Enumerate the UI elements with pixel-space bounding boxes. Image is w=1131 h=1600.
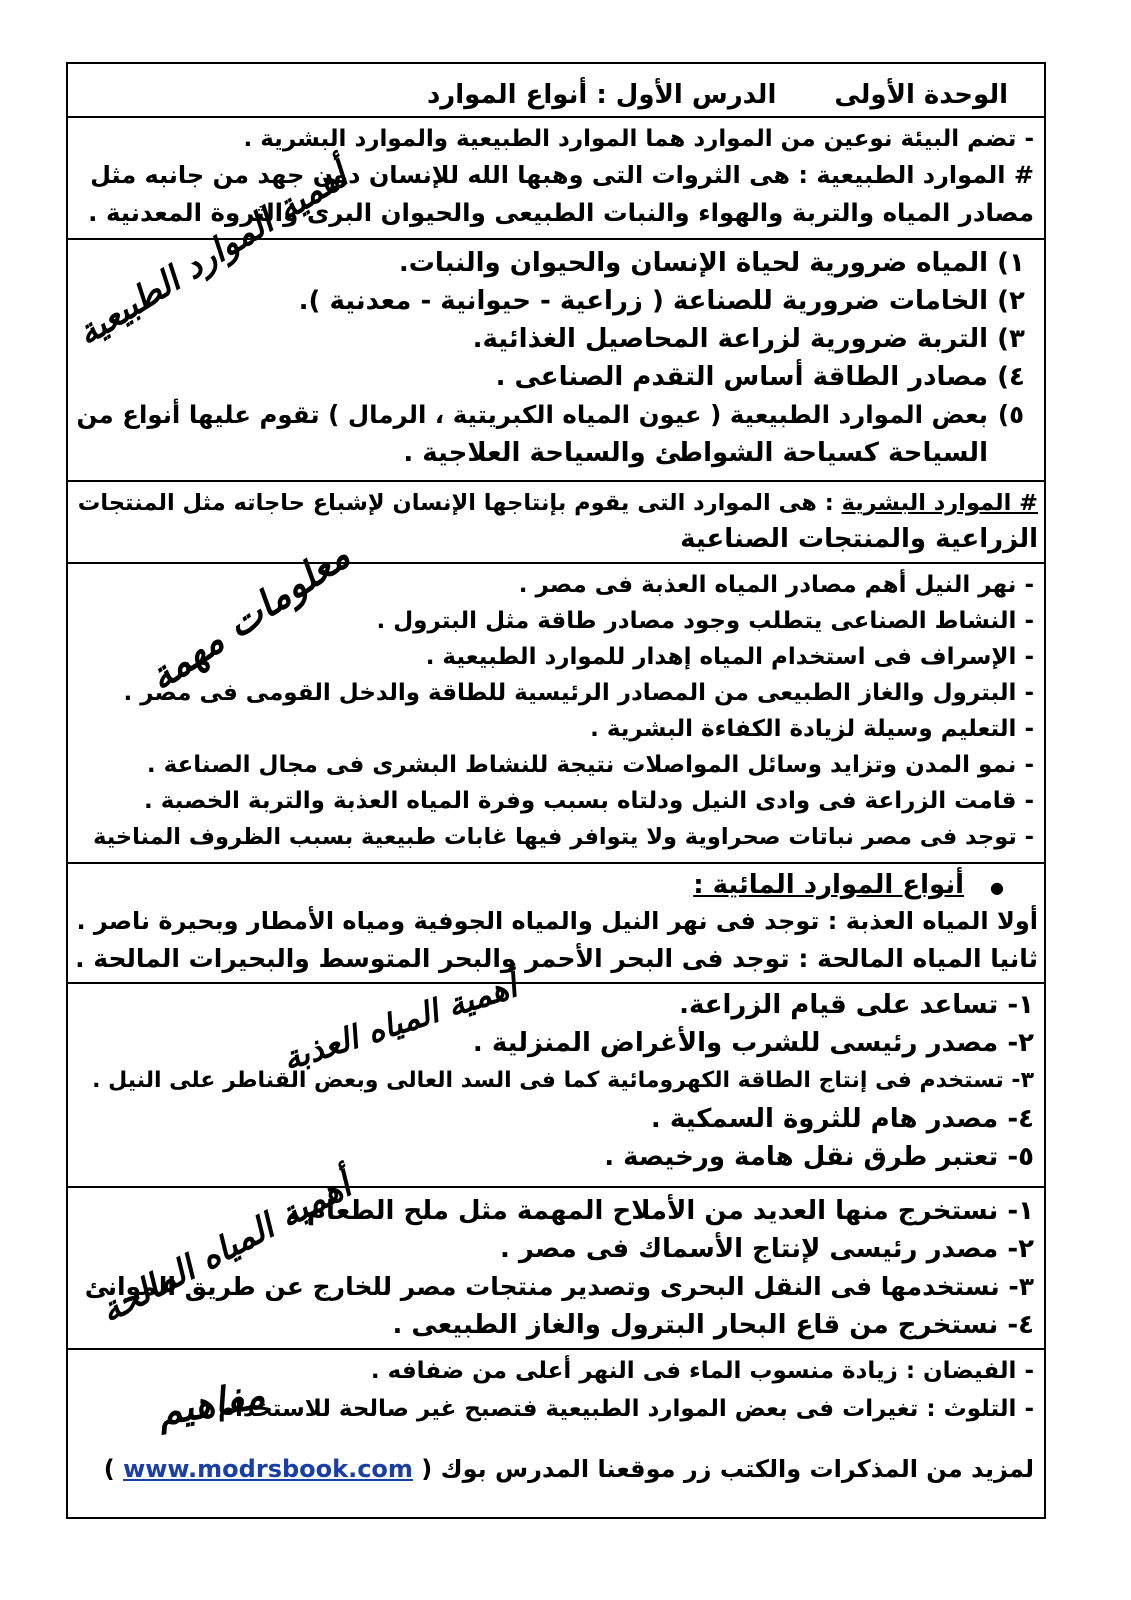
concepts-section — [68, 1350, 1044, 1519]
worksheet-frame — [66, 62, 1046, 1519]
human-resources-definition: # الموارد البشرية : هى الموارد التى يقوم بإنتاجها الإنسان لإشباع حاجاته مثل المنتجات — [77, 490, 1038, 516]
fresh-water-definition: أولا المياه العذبة : توجد فى نهر النيل والمياه الجوفية ومياه الأمطار وبحيرة ناصر . — [76, 907, 1038, 935]
natural-resources-examples: مصادر المياه والتربة والهواء والنبات الطبيعى والحيوان البرى والثروة المعدنية . — [88, 198, 1034, 227]
website-link[interactable]: www.modrsbook.com — [123, 1455, 413, 1483]
concept-item: - الفيضان : زيادة منسوب الماء فى النهر أعلى من ضفافه . — [370, 1358, 1034, 1384]
lesson-title: الدرس الأول : أنواع الموارد — [426, 80, 777, 110]
water-types-section — [68, 864, 1044, 982]
info-item: - نمو المدن وتزايد وسائل المواصلات نتيجة للنشاط البشرى فى مجال الصناعة . — [146, 752, 1034, 778]
footer: لمزيد من المذكرات والكتب زر موقعنا المدرس بوك ( www.modrsbook.com ) — [103, 1455, 1034, 1483]
list-item: ٢- مصدر رئيسى لإنتاج الأسماك فى مصر . — [499, 1234, 1034, 1264]
list-item: ٣- تستخدم فى إنتاج الطاقة الكهرومائية كما فى السد العالى وبعض القناطر على النيل . — [92, 1068, 1034, 1093]
natural-resources-definition: # الموارد الطبيعية : هى الثروات التى وهبها الله للإنسان دون جهد من جانبه مثل — [90, 161, 1034, 189]
natural-importance-stamp: أهمية الموارد الطبيعية — [70, 155, 355, 354]
bullet-icon: ● — [990, 878, 1004, 897]
list-item: ١- تساعد على قيام الزراعة. — [679, 990, 1034, 1020]
intro-line: - تضم البيئة نوعين من الموارد هما الموارد الطبيعية والموارد البشرية . — [243, 126, 1034, 152]
water-types-title: ●أنواع الموارد المائية : — [693, 870, 1004, 900]
fresh-water-importance-section — [68, 966, 1044, 1186]
info-item: - نهر النيل أهم مصادر المياه العذبة فى مصر . — [518, 572, 1034, 598]
important-info-stamp: معلومات مهمة — [140, 532, 358, 700]
header — [68, 64, 1044, 116]
salt-water-importance-section — [68, 1165, 1044, 1348]
footer-text: لمزيد من المذكرات والكتب زر موقعنا المدرس بوك ( — [421, 1455, 1034, 1483]
list-item: ١- نستخرج منها العديد من الأملاح المهمة مثل ملح الطعام . — [287, 1196, 1034, 1226]
list-item-continuation: السياحة كسياحة الشواطئ والسياحة العلاجية . — [403, 438, 988, 468]
salt-water-definition: ثانيا المياه المالحة : توجد فى البحر الأحمر والبحر المتوسط والبحيرات المالحة . — [75, 944, 1038, 973]
list-item: ٥- تعتبر طرق نقل هامة ورخيصة . — [604, 1142, 1034, 1172]
info-item: - البترول والغاز الطبيعى من المصادر الرئيسية للطاقة والدخل القومى فى مصر . — [123, 680, 1034, 706]
info-item: - الإسراف فى استخدام المياه إهدار للموارد الطبيعية . — [425, 644, 1034, 670]
list-item: ٢)الخامات ضرورية للصناعة ( زراعية - حيوانية - معدنية ). — [298, 286, 1025, 316]
list-item: ٥)بعض الموارد الطبيعية ( عيون المياه الكبريتية ، الرمال ) تقوم عليها أنواع من — [76, 400, 1025, 429]
list-item: ٢- مصدر رئيسى للشرب والأغراض المنزلية . — [472, 1028, 1034, 1058]
human-resources-section — [68, 482, 1044, 562]
human-resources-examples: الزراعية والمنتجات الصناعية — [680, 524, 1038, 554]
list-item: ٣)التربة ضرورية لزراعة المحاصيل الغذائية. — [472, 324, 1025, 354]
info-item: - النشاط الصناعى يتطلب وجود مصادر طاقة مثل البترول . — [376, 608, 1034, 634]
list-item: ١)المياه ضرورية لحياة الإنسان والحيوان والنبات. — [398, 248, 1025, 278]
info-item: - التعليم وسيلة لزيادة الكفاءة البشرية . — [590, 716, 1034, 742]
intro-section — [68, 118, 1044, 238]
list-item: ٣- نستخدمها فى النقل البحرى وتصدير منتجات مصر للخارج عن طريق الموانئ — [84, 1272, 1034, 1301]
salt-water-importance-stamp: أهمية المياه المالحة — [94, 1165, 358, 1332]
info-item: - قامت الزراعة فى وادى النيل ودلتاه بسبب وفرة المياه العذبة والتربة الخصبة . — [144, 788, 1034, 814]
list-item: ٤)مصادر الطاقة أساس التقدم الصناعى . — [495, 362, 1025, 392]
concept-item: - التلوث : تغيرات فى بعض الموارد الطبيعية فتصبح غير صالحة للاستخدام . — [201, 1396, 1034, 1422]
unit-title: الوحدة الأولى — [834, 80, 1008, 110]
concepts-stamp: مفاهيم — [154, 1371, 269, 1435]
info-item: - توجد فى مصر نباتات صحراوية ولا يتوافر فيها غابات طبيعية بسبب الظروف المناخية — [93, 824, 1034, 850]
fresh-water-importance-stamp: أهمية المياه العذبة — [278, 966, 522, 1079]
list-item: ٤- مصدر هام للثروة السمكية . — [650, 1104, 1034, 1134]
list-item: ٤- نستخرج من قاع البحار البترول والغاز الطبيعى . — [392, 1310, 1034, 1340]
